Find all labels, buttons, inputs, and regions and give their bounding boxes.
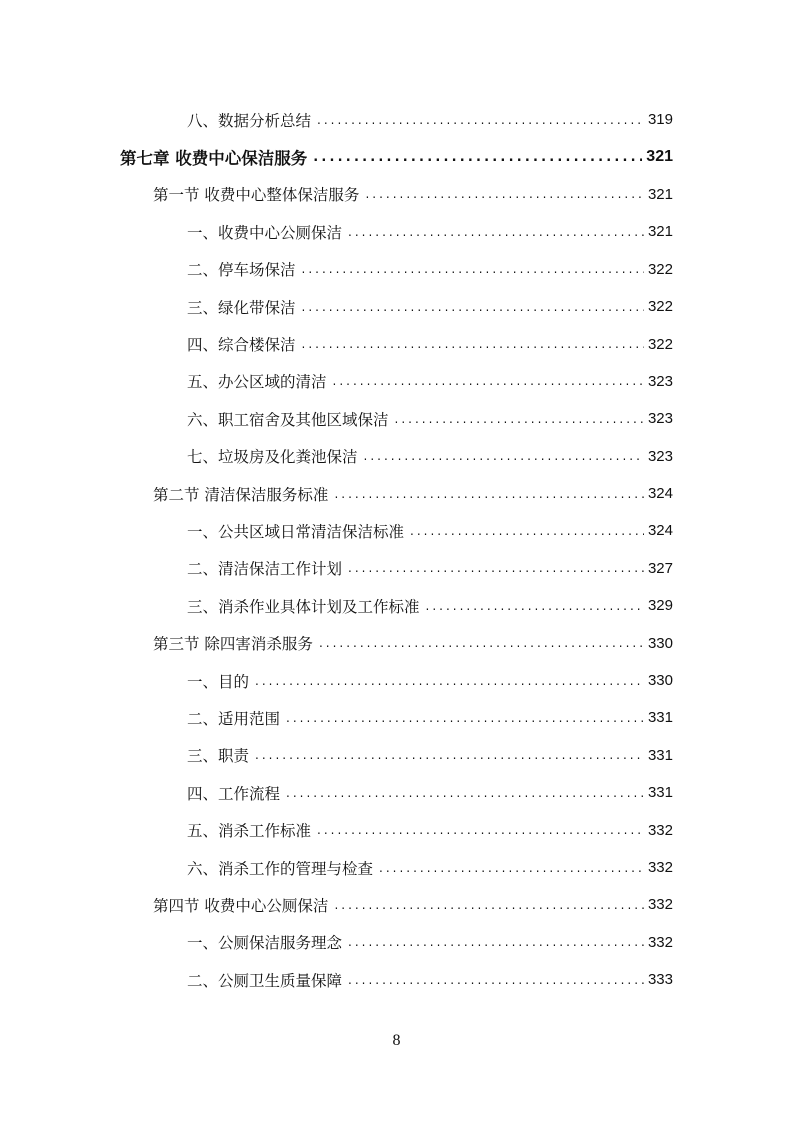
toc-entry-title: 二、清洁保洁工作计划 [187,560,343,579]
dot-leader [255,674,644,688]
toc-entry[interactable] [0,699,793,736]
toc-entry[interactable] [0,587,793,624]
toc-entry-page: 332 [647,821,673,839]
dot-leader [379,861,644,875]
toc-entry[interactable] [0,251,793,288]
toc-entry-title: 五、消杀工作标准 [187,822,312,841]
table-of-contents [0,101,793,998]
toc-entry-title: 四、工作流程 [187,784,281,803]
toc-entry-page: 330 [647,634,673,652]
toc-entry-title: 四、综合楼保洁 [187,336,296,355]
toc-entry[interactable] [0,811,793,848]
toc-entry[interactable] [0,475,793,512]
dot-leader [313,150,642,165]
toc-entry-title: 一、目的 [187,672,250,691]
toc-entry-title: 六、职工宿舍及其他区域保洁 [187,410,389,429]
toc-entry[interactable] [0,924,793,961]
dot-leader [317,113,644,127]
toc-entry-title: 一、公共区域日常清洁保洁标准 [187,522,405,541]
dot-leader [302,262,644,276]
dot-leader [348,935,644,949]
dot-leader [364,449,644,463]
toc-entry[interactable] [0,737,793,774]
toc-entry-title: 二、停车场保洁 [187,261,296,280]
toc-entry[interactable] [0,886,793,923]
dot-leader [286,786,644,800]
toc-entry[interactable] [0,288,793,325]
toc-entry-page: 321 [646,148,673,166]
toc-entry-page: 323 [647,372,673,390]
toc-entry-title: 第四节 收费中心公厕保洁 [153,896,329,915]
toc-entry-page: 319 [647,111,673,129]
dot-leader [333,374,644,388]
dot-leader [334,898,644,912]
toc-entry[interactable] [0,176,793,213]
toc-entry[interactable] [0,101,793,138]
toc-entry[interactable] [0,138,793,175]
toc-entry-page: 322 [647,298,673,316]
toc-entry-page: 321 [647,223,673,241]
toc-entry[interactable] [0,961,793,998]
dot-leader [255,748,644,762]
toc-entry-title: 二、公厕卫生质量保障 [187,971,343,990]
toc-entry-title: 三、职责 [187,747,250,766]
dot-leader [426,599,644,613]
toc-entry-page: 332 [647,859,673,876]
dot-leader [317,823,644,837]
toc-entry[interactable] [0,438,793,475]
toc-entry-page: 332 [647,896,673,914]
dot-leader [348,561,644,575]
toc-entry[interactable] [0,624,793,661]
toc-entry[interactable] [0,213,793,250]
toc-entry[interactable] [0,849,793,886]
dot-leader [319,636,644,650]
toc-entry-title: 第七章 收费中心保洁服务 [120,149,308,169]
toc-entry-title: 三、消杀作业具体计划及工作标准 [187,597,420,616]
dot-leader [410,524,644,538]
toc-entry-page: 321 [647,185,673,203]
toc-entry-page: 324 [647,522,673,540]
toc-entry[interactable] [0,400,793,437]
toc-entry-title: 一、收费中心公厕保洁 [187,223,343,242]
dot-leader [348,973,644,987]
toc-entry-title: 六、消杀工作的管理与检查 [187,859,374,878]
page-number: 8 [392,1032,401,1049]
toc-entry-page: 322 [647,335,673,353]
toc-entry-page: 333 [647,971,673,989]
dot-leader [334,487,644,501]
toc-entry[interactable] [0,512,793,549]
toc-entry-page: 332 [647,933,673,951]
dot-leader [302,300,644,314]
toc-entry-page: 329 [647,597,673,615]
toc-entry-title: 第三节 除四害消杀服务 [153,635,313,654]
toc-entry-page: 327 [647,559,673,577]
toc-entry[interactable] [0,550,793,587]
toc-entry-page: 331 [647,746,673,764]
toc-entry-title: 七、垃圾房及化粪池保洁 [187,448,358,467]
toc-entry-title: 八、数据分析总结 [187,111,312,130]
toc-entry-title: 五、办公区域的清洁 [187,373,327,392]
dot-leader [395,412,644,426]
dot-leader [286,711,644,725]
dot-leader [348,225,644,239]
toc-entry-title: 一、公厕保洁服务理念 [187,934,343,953]
toc-entry-title: 第二节 清洁保洁服务标准 [153,485,329,504]
toc-entry-page: 323 [647,410,673,428]
toc-entry-page: 324 [647,485,673,503]
dot-leader [365,187,644,201]
toc-entry[interactable] [0,774,793,811]
toc-entry[interactable] [0,662,793,699]
toc-entry[interactable] [0,363,793,400]
toc-entry-page: 322 [647,260,673,278]
toc-entry-title: 第一节 收费中心整体保洁服务 [153,186,360,205]
toc-entry-page: 323 [647,447,673,465]
toc-entry-page: 331 [647,709,673,727]
toc-entry-title: 二、适用范围 [187,709,281,728]
toc-entry-page: 331 [647,784,673,802]
toc-entry-title: 三、绿化带保洁 [187,298,296,317]
toc-entry-page: 330 [647,672,673,690]
toc-entry[interactable] [0,325,793,362]
dot-leader [302,337,644,351]
